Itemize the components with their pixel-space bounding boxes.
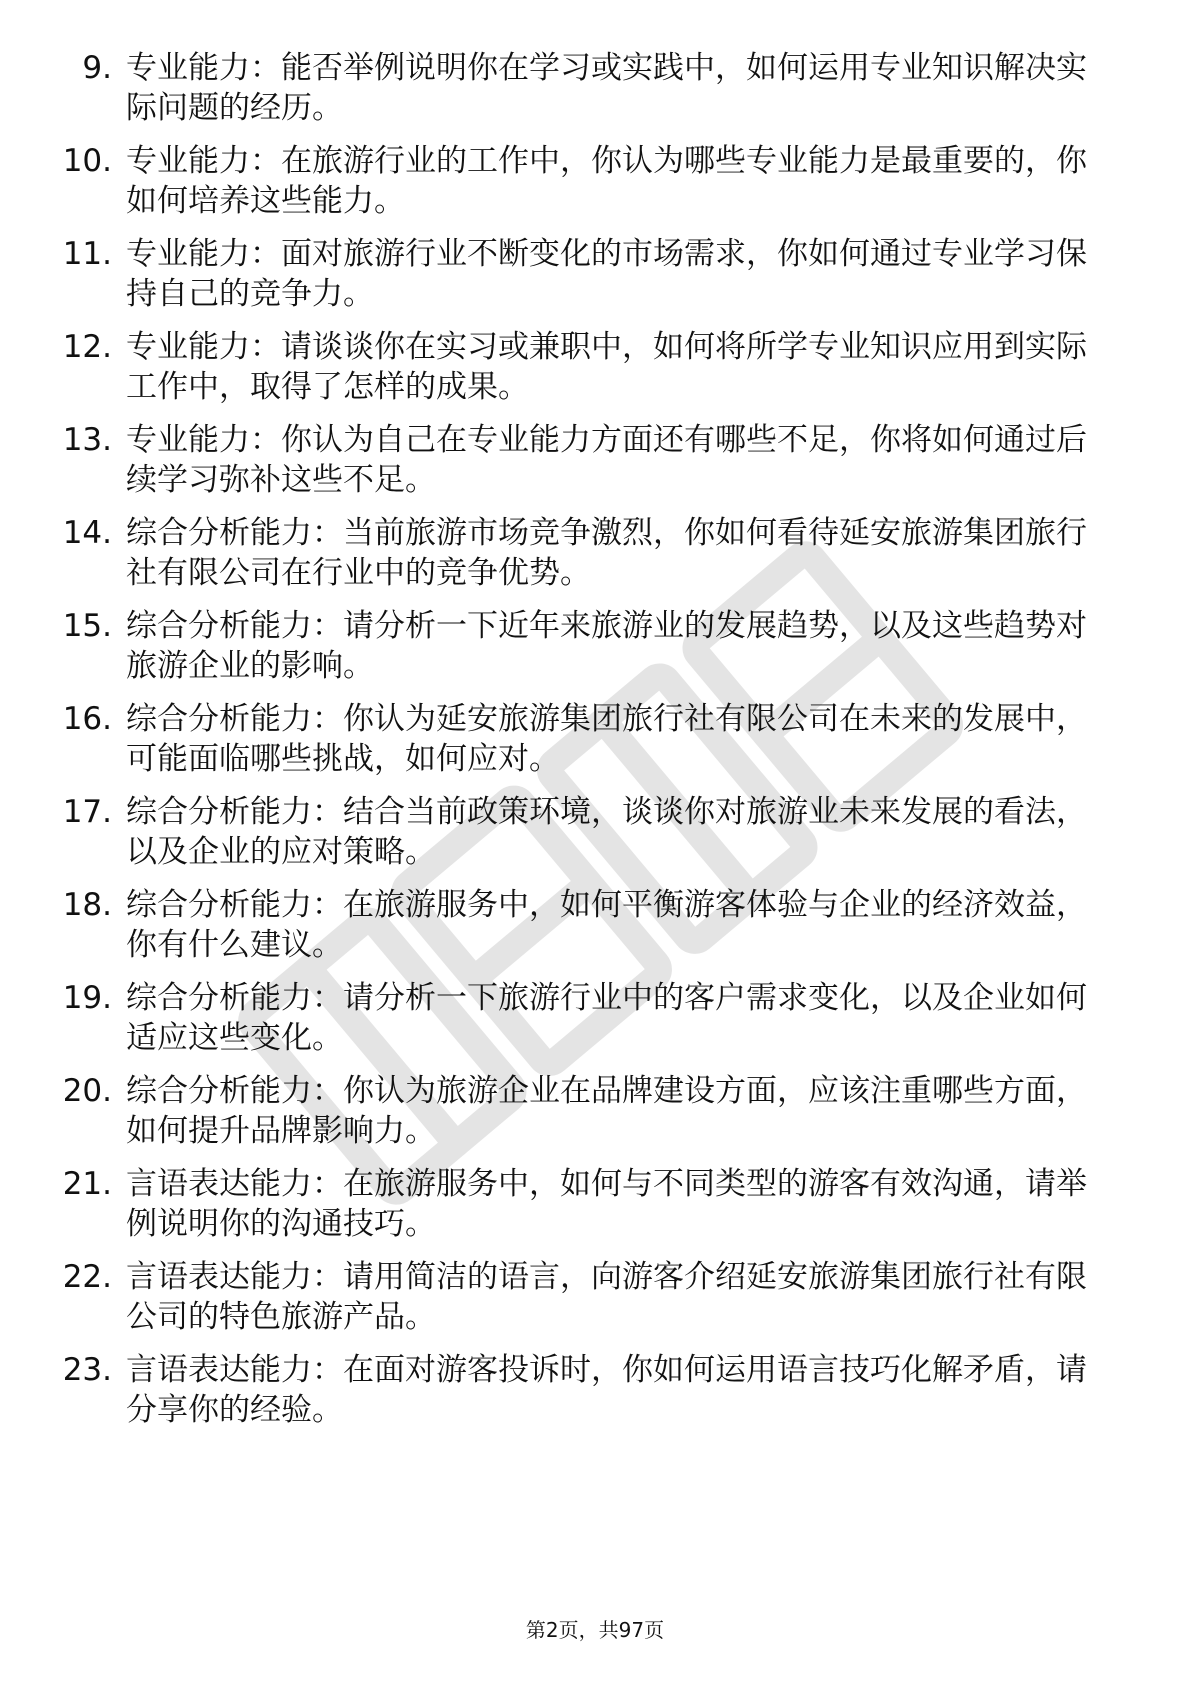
question-number: 17. <box>62 794 112 830</box>
question-item <box>58 141 1118 234</box>
question-item <box>58 327 1118 420</box>
question-number: 14. <box>62 515 112 551</box>
question-number: 15. <box>62 608 112 644</box>
question-number: 12. <box>62 329 112 365</box>
question-number: 10. <box>62 143 112 179</box>
question-number: 20. <box>62 1073 112 1109</box>
question-number: 21. <box>62 1166 112 1202</box>
question-item <box>58 420 1118 513</box>
question-item <box>58 513 1118 606</box>
question-text: 专业能力：面对旅游行业不断变化的市场需求，你如何通过专业学习保持自己的竞争力。 <box>126 236 1087 312</box>
question-text: 专业能力：请谈谈你在实习或兼职中，如何将所学专业知识应用到实际工作中，取得了怎样的成果。 <box>126 329 1087 405</box>
question-list <box>58 48 1118 1443</box>
question-number: 9. <box>82 50 112 86</box>
question-text: 言语表达能力：在面对游客投诉时，你如何运用语言技巧化解矛盾，请分享你的经验。 <box>126 1352 1087 1428</box>
question-text: 言语表达能力：在旅游服务中，如何与不同类型的游客有效沟通，请举例说明你的沟通技巧。 <box>126 1166 1087 1242</box>
question-item <box>58 1164 1118 1257</box>
question-text: 专业能力：能否举例说明你在学习或实践中，如何运用专业知识解决实际问题的经历。 <box>126 50 1087 126</box>
question-number: 22. <box>62 1259 112 1295</box>
page-footer: 第2页，共97页 <box>525 1618 665 1642</box>
question-number: 16. <box>62 701 112 737</box>
question-text: 综合分析能力：请分析一下旅游行业中的客户需求变化，以及企业如何适应这些变化。 <box>126 980 1087 1056</box>
question-text: 专业能力：在旅游行业的工作中，你认为哪些专业能力是最重要的，你如何培养这些能力。 <box>126 143 1087 219</box>
question-item <box>58 885 1118 978</box>
question-item <box>58 48 1118 141</box>
question-item <box>58 699 1118 792</box>
question-item <box>58 1071 1118 1164</box>
question-text: 综合分析能力：请分析一下近年来旅游业的发展趋势，以及这些趋势对旅游企业的影响。 <box>126 608 1087 684</box>
question-number: 13. <box>62 422 112 458</box>
question-item <box>58 234 1118 327</box>
question-text: 综合分析能力：你认为旅游企业在品牌建设方面，应该注重哪些方面，如何提升品牌影响力。 <box>126 1073 1087 1149</box>
question-number: 11. <box>62 236 112 272</box>
question-text: 综合分析能力：在旅游服务中，如何平衡游客体验与企业的经济效益，你有什么建议。 <box>126 887 1087 963</box>
question-text: 综合分析能力：结合当前政策环境，谈谈你对旅游业未来发展的看法，以及企业的应对策略。 <box>126 794 1087 870</box>
question-number: 18. <box>62 887 112 923</box>
question-text: 专业能力：你认为自己在专业能力方面还有哪些不足，你将如何通过后续学习弥补这些不足。 <box>126 422 1087 498</box>
question-item <box>58 978 1118 1071</box>
question-item <box>58 792 1118 885</box>
question-number: 23. <box>62 1352 112 1388</box>
question-number: 19. <box>62 980 112 1016</box>
question-item <box>58 606 1118 699</box>
question-item <box>58 1350 1118 1443</box>
question-text: 综合分析能力：你认为延安旅游集团旅行社有限公司在未来的发展中，可能面临哪些挑战，如何应对。 <box>126 701 1087 777</box>
question-text: 综合分析能力：当前旅游市场竞争激烈，你如何看待延安旅游集团旅行社有限公司在行业中的竞争优势。 <box>126 515 1087 591</box>
question-item <box>58 1257 1118 1350</box>
question-text: 言语表达能力：请用简洁的语言，向游客介绍延安旅游集团旅行社有限公司的特色旅游产品。 <box>126 1259 1087 1335</box>
